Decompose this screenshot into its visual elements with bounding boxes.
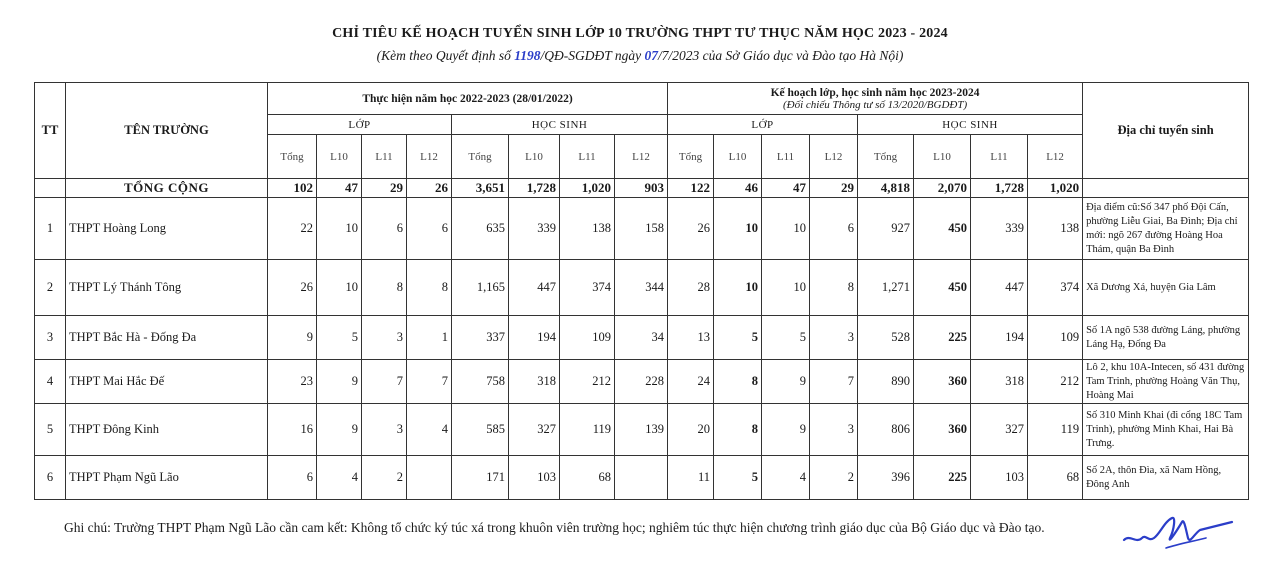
done-cell: 635 — [452, 198, 509, 260]
signature-icon — [1120, 508, 1240, 556]
total-cell: 102 — [268, 179, 317, 198]
header-tt: TT — [35, 83, 66, 179]
done-cell: 68 — [560, 456, 615, 500]
total-cell: 1,020 — [560, 179, 615, 198]
done-cell: 8 — [407, 260, 452, 316]
school-name: THPT Mai Hắc Đế — [66, 360, 268, 404]
row-tt: 3 — [35, 316, 66, 360]
header-plan-group — [668, 83, 1083, 115]
total-cell: 1,020 — [1028, 179, 1083, 198]
header-plan-students: HỌC SINH — [858, 115, 1083, 135]
enrollment-address: Số 2A, thôn Đìa, xã Nam Hồng, Đông Anh — [1083, 456, 1249, 500]
plan-cell: 225 — [914, 316, 971, 360]
plan-cell: 119 — [1028, 404, 1083, 456]
school-name: THPT Lý Thánh Tông — [66, 260, 268, 316]
done-cell: 139 — [615, 404, 668, 456]
done-cell: 339 — [509, 198, 560, 260]
subtitle-middle: /QĐ-SGDĐT ngày — [540, 48, 645, 63]
total-cell: 903 — [615, 179, 668, 198]
done-cell: 1 — [407, 316, 452, 360]
table-row — [35, 260, 1249, 316]
school-name: THPT Đông Kinh — [66, 404, 268, 456]
total-row — [35, 179, 1249, 198]
subcol-total: Tổng — [668, 135, 714, 179]
subcol-l12: L12 — [1028, 135, 1083, 179]
total-cell: 46 — [714, 179, 762, 198]
plan-cell: 447 — [971, 260, 1028, 316]
row-tt: 6 — [35, 456, 66, 500]
enrollment-plan-table — [34, 82, 1249, 500]
done-cell: 109 — [560, 316, 615, 360]
header-done-classes: LỚP — [268, 115, 452, 135]
plan-cell: 450 — [914, 198, 971, 260]
done-cell: 10 — [317, 260, 362, 316]
done-cell: 10 — [317, 198, 362, 260]
plan-cell: 450 — [914, 260, 971, 316]
plan-cell: 225 — [914, 456, 971, 500]
done-cell: 158 — [615, 198, 668, 260]
done-cell: 138 — [560, 198, 615, 260]
done-cell: 4 — [407, 404, 452, 456]
done-cell: 119 — [560, 404, 615, 456]
plan-cell: 318 — [971, 360, 1028, 404]
done-cell: 374 — [560, 260, 615, 316]
plan-cell: 9 — [762, 404, 810, 456]
total-cell: 26 — [407, 179, 452, 198]
plan-cell: 528 — [858, 316, 914, 360]
total-cell: 1,728 — [509, 179, 560, 198]
total-cell: 47 — [317, 179, 362, 198]
school-name: THPT Hoàng Long — [66, 198, 268, 260]
done-cell: 7 — [362, 360, 407, 404]
plan-cell: 10 — [762, 260, 810, 316]
school-rows — [35, 198, 1249, 500]
done-cell: 7 — [407, 360, 452, 404]
total-cell: 47 — [762, 179, 810, 198]
subcol-l10: L10 — [509, 135, 560, 179]
done-cell: 447 — [509, 260, 560, 316]
done-cell: 5 — [317, 316, 362, 360]
subcol-total: Tổng — [268, 135, 317, 179]
done-cell: 318 — [509, 360, 560, 404]
plan-cell: 10 — [762, 198, 810, 260]
done-cell: 22 — [268, 198, 317, 260]
done-cell: 23 — [268, 360, 317, 404]
table-row — [35, 360, 1249, 404]
done-cell: 3 — [362, 404, 407, 456]
plan-cell: 8 — [714, 404, 762, 456]
plan-cell: 28 — [668, 260, 714, 316]
done-cell: 9 — [268, 316, 317, 360]
done-cell: 344 — [615, 260, 668, 316]
total-cell: 2,070 — [914, 179, 971, 198]
plan-cell: 6 — [810, 198, 858, 260]
plan-cell: 374 — [1028, 260, 1083, 316]
plan-cell: 5 — [762, 316, 810, 360]
done-cell — [615, 456, 668, 500]
enrollment-address: Số 310 Minh Khai (đi cổng 18C Tam Trinh), phường Minh Khai, Hai Bà Trưng. — [1083, 404, 1249, 456]
done-cell: 9 — [317, 360, 362, 404]
subcol-l10: L10 — [914, 135, 971, 179]
done-cell: 8 — [362, 260, 407, 316]
plan-cell: 3 — [810, 316, 858, 360]
decision-day: 07 — [644, 48, 659, 63]
plan-cell: 339 — [971, 198, 1028, 260]
plan-cell: 13 — [668, 316, 714, 360]
plan-cell: 8 — [714, 360, 762, 404]
plan-cell: 360 — [914, 404, 971, 456]
done-cell: 337 — [452, 316, 509, 360]
done-cell: 2 — [362, 456, 407, 500]
plan-cell: 927 — [858, 198, 914, 260]
subcol-l11: L11 — [560, 135, 615, 179]
subtitle-prefix: (Kèm theo Quyết định số — [376, 48, 515, 63]
plan-cell: 396 — [858, 456, 914, 500]
header-school-name: TÊN TRƯỜNG — [66, 83, 268, 179]
row-tt: 5 — [35, 404, 66, 456]
row-tt: 2 — [35, 260, 66, 316]
plan-cell: 68 — [1028, 456, 1083, 500]
subcol-l10: L10 — [714, 135, 762, 179]
subtitle-suffix: /7/2023 của Sở Giáo dục và Đào tạo Hà Nội) — [658, 48, 904, 63]
done-cell: 212 — [560, 360, 615, 404]
done-cell: 194 — [509, 316, 560, 360]
done-cell: 4 — [317, 456, 362, 500]
subcol-l12: L12 — [615, 135, 668, 179]
subcol-l11: L11 — [971, 135, 1028, 179]
total-cell: 3,651 — [452, 179, 509, 198]
plan-cell: 3 — [810, 404, 858, 456]
footnote: Ghi chú: Trường THPT Phạm Ngũ Lão cần cam kết: Không tổ chức ký túc xá trong khuôn viên trường học; nghiêm túc thực hiện chương trình giáo dục của Bộ Giáo dục và Đào tạo. — [64, 520, 1045, 535]
plan-cell: 5 — [714, 456, 762, 500]
table-row — [35, 404, 1249, 456]
plan-cell: 26 — [668, 198, 714, 260]
school-name: THPT Bắc Hà - Đống Đa — [66, 316, 268, 360]
plan-cell: 327 — [971, 404, 1028, 456]
row-tt: 1 — [35, 198, 66, 260]
enrollment-address: Địa điểm cũ:Số 347 phố Đội Cấn, phường Liễu Giai, Ba Đình; Địa chỉ mới: ngõ 267 đường Hoàng Hoa Thám, quận Ba Đình — [1083, 198, 1249, 260]
plan-cell: 1,271 — [858, 260, 914, 316]
total-cell: 4,818 — [858, 179, 914, 198]
plan-cell: 138 — [1028, 198, 1083, 260]
table-row — [35, 316, 1249, 360]
header-address: Địa chỉ tuyển sinh — [1083, 83, 1249, 179]
done-cell: 171 — [452, 456, 509, 500]
done-cell: 6 — [407, 198, 452, 260]
plan-cell: 4 — [762, 456, 810, 500]
done-cell: 327 — [509, 404, 560, 456]
plan-cell: 103 — [971, 456, 1028, 500]
header-done-students: HỌC SINH — [452, 115, 668, 135]
plan-cell: 9 — [762, 360, 810, 404]
total-label: TỔNG CỘNG — [66, 179, 268, 198]
subcol-l11: L11 — [762, 135, 810, 179]
plan-cell: 360 — [914, 360, 971, 404]
done-cell: 585 — [452, 404, 509, 456]
document-title: CHỈ TIÊU KẾ HOẠCH TUYỂN SINH LỚP 10 TRƯỜNG THPT TƯ THỤC NĂM HỌC 2023 - 2024 — [332, 26, 948, 41]
plan-cell: 194 — [971, 316, 1028, 360]
subcol-l12: L12 — [810, 135, 858, 179]
plan-cell: 806 — [858, 404, 914, 456]
done-cell: 228 — [615, 360, 668, 404]
table-row — [35, 198, 1249, 260]
plan-cell: 24 — [668, 360, 714, 404]
subcol-l10: L10 — [317, 135, 362, 179]
total-cell: 29 — [362, 179, 407, 198]
plan-cell: 109 — [1028, 316, 1083, 360]
subcol-total: Tổng — [858, 135, 914, 179]
plan-cell: 10 — [714, 198, 762, 260]
total-cell: 1,728 — [971, 179, 1028, 198]
decision-number: 1198 — [514, 48, 541, 63]
enrollment-address: Lô 2, khu 10A-Intecen, số 431 đường Tam Trinh, phường Hoàng Văn Thụ, Hoàng Mai — [1083, 360, 1249, 404]
row-tt: 4 — [35, 360, 66, 404]
total-cell: 29 — [810, 179, 858, 198]
done-cell: 34 — [615, 316, 668, 360]
school-name: THPT Phạm Ngũ Lão — [66, 456, 268, 500]
plan-cell: 11 — [668, 456, 714, 500]
enrollment-address: Xã Dương Xá, huyện Gia Lâm — [1083, 260, 1249, 316]
subcol-l11: L11 — [362, 135, 407, 179]
table-row — [35, 456, 1249, 500]
done-cell: 103 — [509, 456, 560, 500]
done-cell: 26 — [268, 260, 317, 316]
done-cell: 6 — [268, 456, 317, 500]
total-address — [1083, 179, 1249, 198]
done-cell: 6 — [362, 198, 407, 260]
plan-cell: 890 — [858, 360, 914, 404]
plan-cell: 5 — [714, 316, 762, 360]
done-cell: 16 — [268, 404, 317, 456]
plan-cell: 20 — [668, 404, 714, 456]
header-done-group: Thực hiện năm học 2022-2023 (28/01/2022) — [268, 83, 668, 115]
header-plan-classes: LỚP — [668, 115, 858, 135]
total-tt — [35, 179, 66, 198]
total-cell: 122 — [668, 179, 714, 198]
document-subtitle — [0, 48, 1280, 64]
plan-cell: 10 — [714, 260, 762, 316]
enrollment-address: Số 1A ngõ 538 đường Láng, phường Láng Hạ, Đống Đa — [1083, 316, 1249, 360]
done-cell — [407, 456, 452, 500]
plan-cell: 212 — [1028, 360, 1083, 404]
done-cell: 1,165 — [452, 260, 509, 316]
subcol-total: Tổng — [452, 135, 509, 179]
done-cell: 3 — [362, 316, 407, 360]
header-plan-subtitle: (Đối chiếu Thông tư số 13/2020/BGDĐT) — [782, 98, 968, 111]
header-plan-title: Kế hoạch lớp, học sinh năm học 2023-2024 — [770, 86, 980, 99]
done-cell: 758 — [452, 360, 509, 404]
plan-cell: 2 — [810, 456, 858, 500]
plan-cell: 8 — [810, 260, 858, 316]
subcol-l12: L12 — [407, 135, 452, 179]
plan-cell: 7 — [810, 360, 858, 404]
done-cell: 9 — [317, 404, 362, 456]
